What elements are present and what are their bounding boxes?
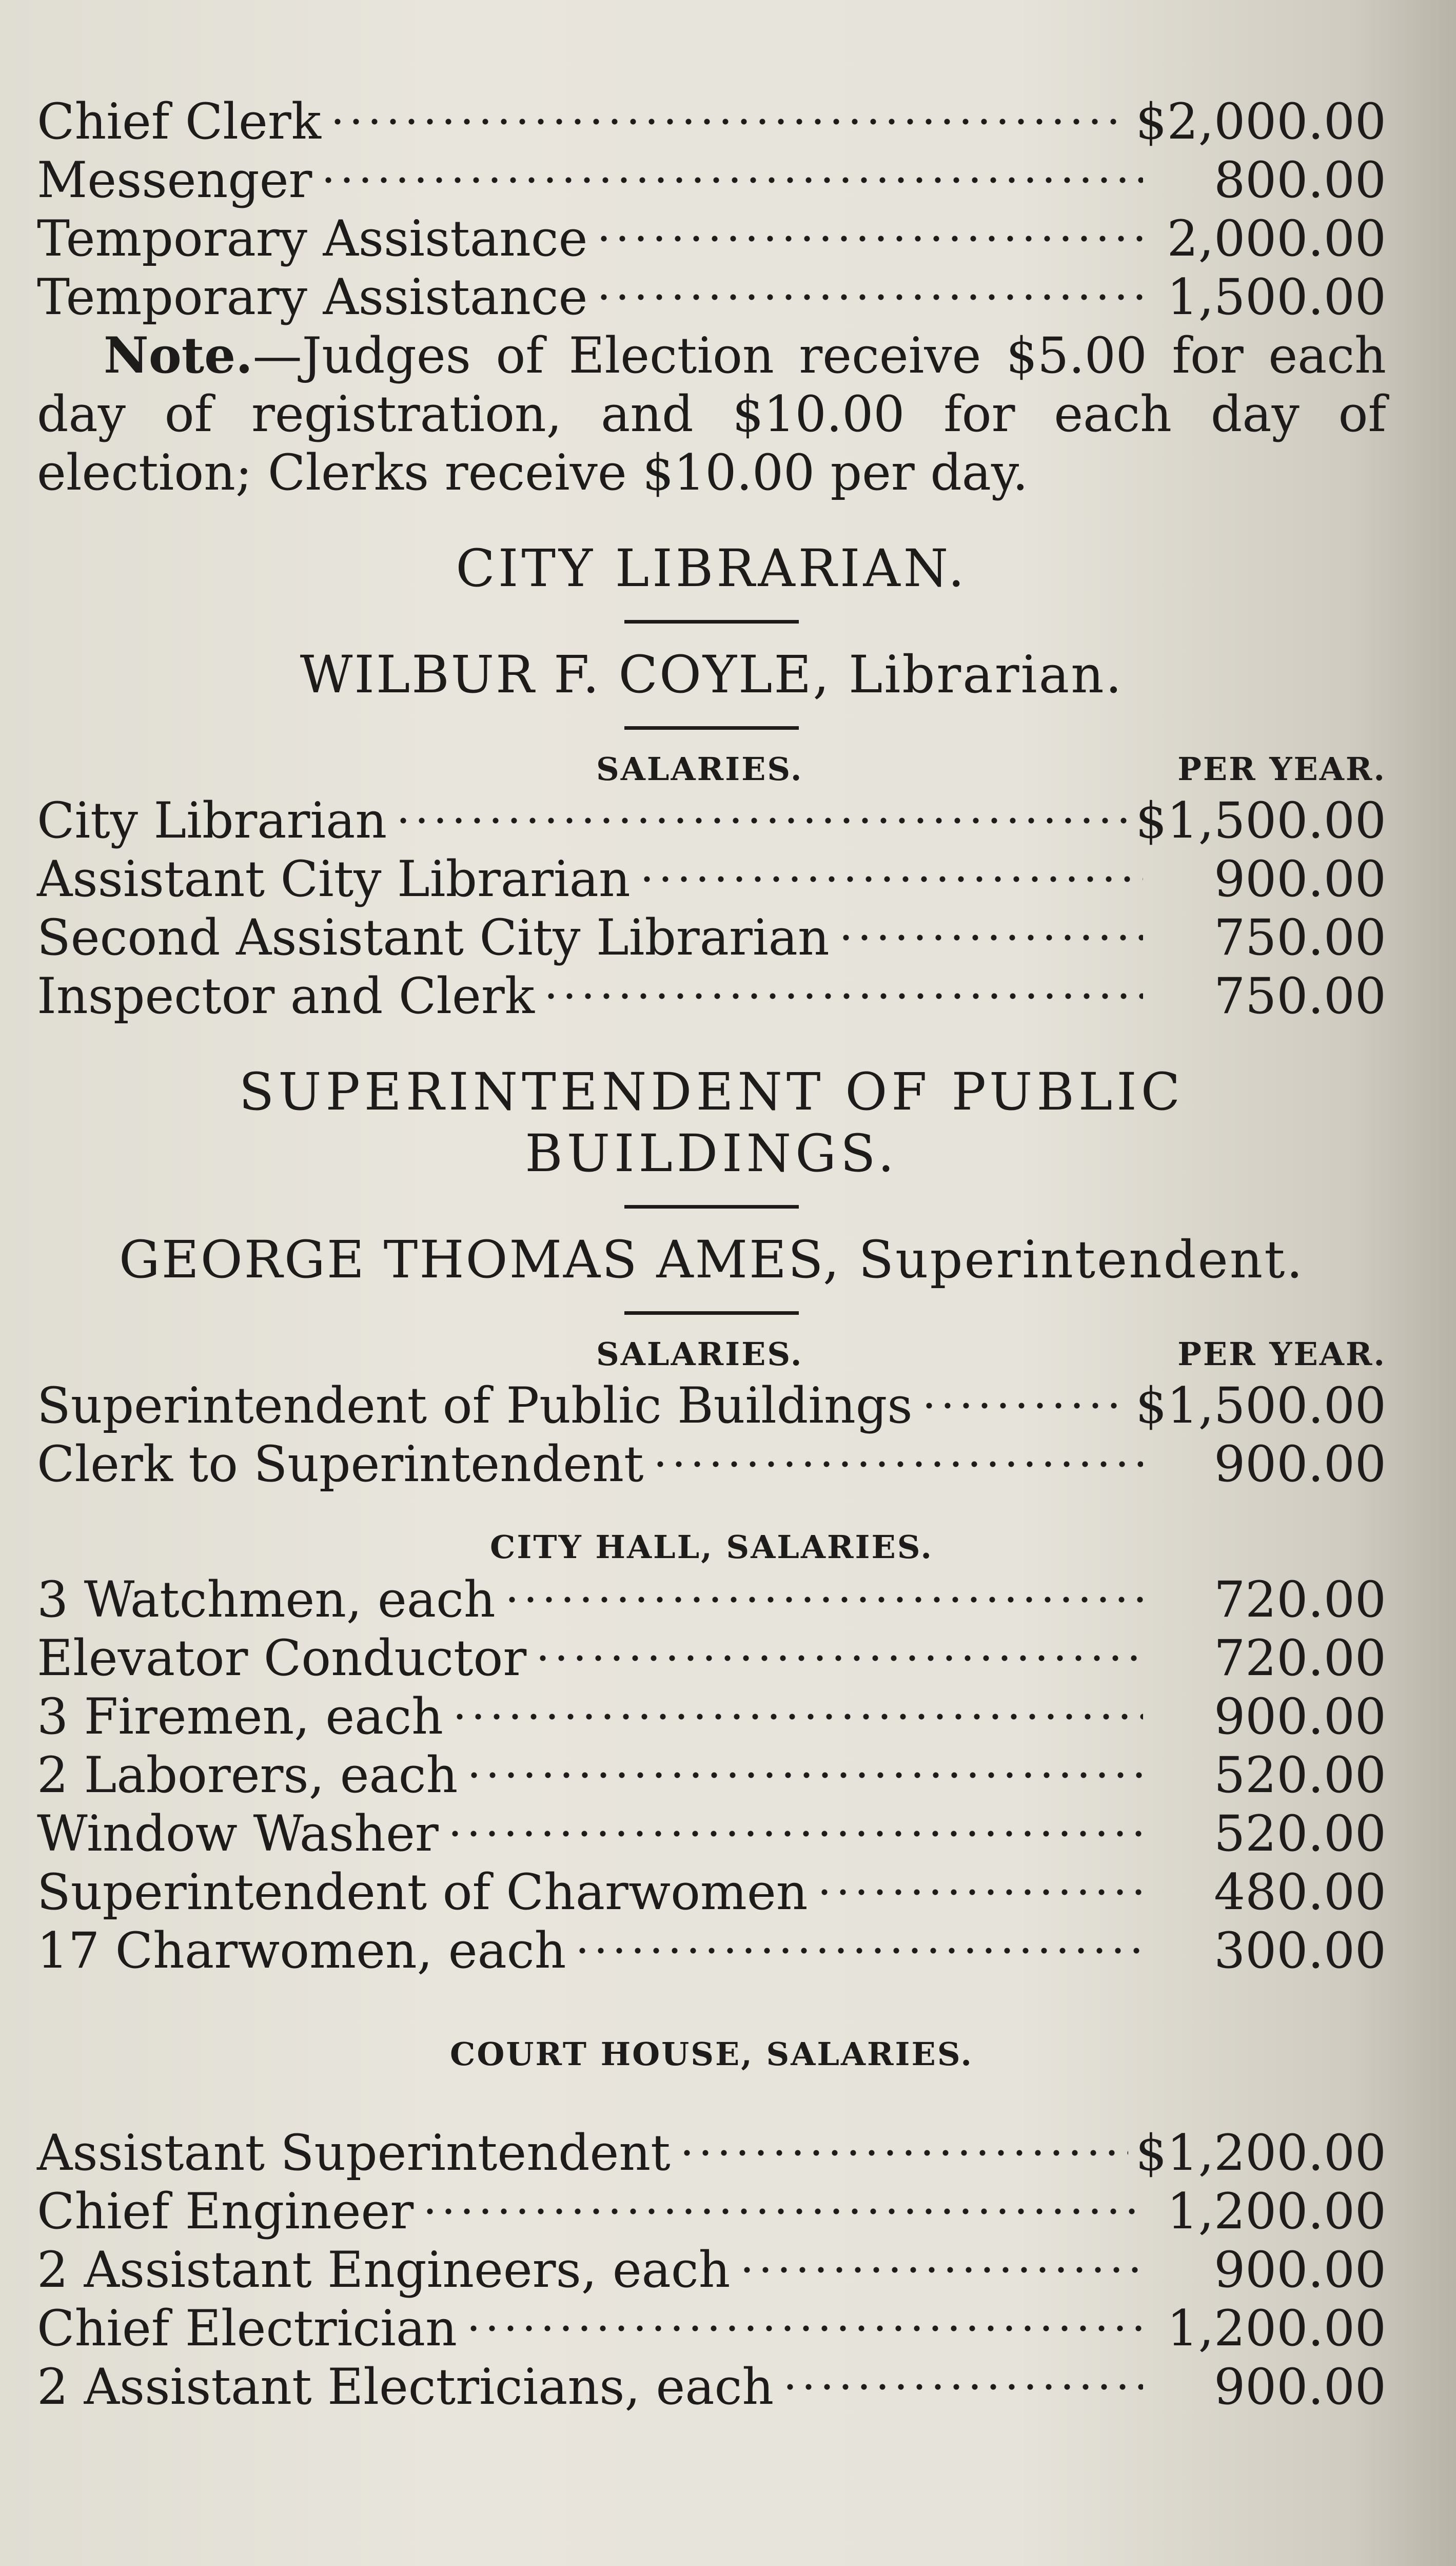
divider-rule [624, 620, 799, 624]
salary-row [37, 2241, 1386, 2299]
salary-row [37, 1921, 1386, 1980]
salary-label: 2 Laborers, each [37, 1746, 458, 1804]
salary-row [37, 1629, 1386, 1687]
salary-amount: 1,500.00 [1167, 268, 1386, 326]
salary-label: 2 Assistant Engineers, each [37, 2241, 731, 2299]
election-note [37, 326, 1386, 502]
salary-label: Superintendent of Charwomen [37, 1863, 808, 1921]
salary-label: 3 Watchmen, each [37, 1571, 496, 1628]
dot-leader [319, 170, 1143, 190]
salaries-label: SALARIES. [596, 1335, 803, 1373]
salary-amount: $1,500.00 [1135, 792, 1386, 849]
court-house-salaries-header: COURT HOUSE, SALARIES. [450, 2035, 973, 2073]
salary-row [37, 1376, 1386, 1435]
librarian-salary-list [37, 791, 1386, 1025]
salary-row [37, 1804, 1386, 1863]
dot-leader [465, 1765, 1143, 1785]
salary-amount: 720.00 [1214, 1629, 1386, 1687]
dot-leader [837, 927, 1143, 948]
salary-amount: 900.00 [1214, 850, 1386, 908]
salary-row [37, 1570, 1386, 1629]
dot-leader [678, 2143, 1129, 2163]
salary-label: Elevator Conductor [37, 1629, 527, 1687]
dot-leader [920, 1395, 1129, 1416]
salary-row [37, 2358, 1386, 2416]
salary-label: Chief Engineer [37, 2183, 414, 2240]
dot-leader [542, 986, 1143, 1006]
dot-leader [595, 228, 1143, 249]
divider-rule [624, 1205, 799, 1209]
salary-amount: 900.00 [1214, 2241, 1386, 2299]
salary-label: Superintendent of Public Buildings [37, 1377, 913, 1434]
salary-label: 3 Firemen, each [37, 1688, 443, 1745]
salary-amount: $1,200.00 [1135, 2124, 1386, 2182]
page-content [37, 92, 1386, 2416]
dot-leader [638, 869, 1143, 889]
salary-label: Second Assistant City Librarian [37, 909, 830, 966]
salary-row [37, 268, 1386, 326]
dot-leader [651, 1454, 1143, 1474]
city-hall-salary-list [37, 1570, 1386, 1980]
salary-row [37, 791, 1386, 850]
dot-leader [450, 1706, 1143, 1727]
salary-row [37, 1863, 1386, 1921]
salary-amount: 520.00 [1214, 1746, 1386, 1804]
salary-row [37, 209, 1386, 268]
salary-row [37, 92, 1386, 151]
dot-leader [595, 287, 1143, 307]
dot-leader [573, 1940, 1143, 1961]
dot-leader [328, 111, 1129, 132]
salary-amount: 800.00 [1214, 151, 1386, 209]
salary-label: Window Washer [37, 1805, 439, 1862]
salary-label: Clerk to Superintendent [37, 1435, 644, 1493]
salary-label: Temporary Assistance [37, 210, 588, 267]
salary-label: Assistant Superintendent [37, 2124, 671, 2182]
officer-name-superintendent: GEORGE THOMAS AMES, Superintendent. [119, 1230, 1305, 1290]
dot-leader [738, 2260, 1144, 2280]
salary-row [37, 967, 1386, 1025]
salary-amount: 520.00 [1214, 1805, 1386, 1862]
dot-leader [421, 2201, 1143, 2222]
salary-row [37, 2124, 1386, 2182]
salary-label: 17 Charwomen, each [37, 1922, 566, 1979]
section-title-line: SUPERINTENDENT OF PUBLIC [239, 1062, 1185, 1122]
salary-label: Chief Clerk [37, 93, 321, 150]
salary-label: Inspector and Clerk [37, 967, 535, 1025]
salary-row [37, 2299, 1386, 2358]
salary-label: City Librarian [37, 792, 387, 849]
dot-leader [464, 2318, 1143, 2339]
salaries-header [37, 1335, 1386, 1376]
salary-row [37, 1687, 1386, 1746]
salary-row [37, 908, 1386, 967]
salary-amount: $1,500.00 [1135, 1377, 1386, 1434]
salary-row [37, 850, 1386, 908]
salary-amount: 750.00 [1214, 967, 1386, 1025]
salaries-label: SALARIES. [596, 750, 803, 788]
section-title-line: BUILDINGS. [525, 1123, 898, 1183]
divider-rule [624, 726, 799, 730]
salary-label: 2 Assistant Electricians, each [37, 2358, 774, 2416]
dot-leader [446, 1823, 1143, 1844]
divider-rule [624, 1311, 799, 1315]
per-year-label: PER YEAR. [1177, 750, 1386, 788]
salary-row [37, 151, 1386, 209]
salary-label: Messenger [37, 151, 312, 209]
salary-amount: 900.00 [1214, 1688, 1386, 1745]
salary-amount: 300.00 [1214, 1922, 1386, 1979]
dot-leader [815, 1882, 1143, 1902]
per-year-label: PER YEAR. [1177, 1335, 1386, 1373]
salary-row [37, 1746, 1386, 1804]
salary-row [37, 2182, 1386, 2241]
salary-label: Assistant City Librarian [37, 850, 631, 908]
salary-amount: 900.00 [1214, 2358, 1386, 2416]
salary-row [37, 1435, 1386, 1493]
salary-amount: $2,000.00 [1135, 93, 1386, 150]
election-salary-list [37, 92, 1386, 326]
section-title-public-buildings [37, 1061, 1386, 1184]
city-hall-salaries-header: CITY HALL, SALARIES. [490, 1528, 933, 1566]
dot-leader [394, 810, 1128, 831]
note-label: Note. [104, 326, 253, 384]
salary-amount: 720.00 [1214, 1571, 1386, 1628]
buildings-salary-list [37, 1376, 1386, 1493]
section-title-city-librarian: CITY LIBRARIAN. [456, 538, 968, 598]
salary-amount: 900.00 [1214, 1435, 1386, 1493]
salary-amount: 2,000.00 [1167, 210, 1386, 267]
salary-amount: 1,200.00 [1167, 2183, 1386, 2240]
court-house-salary-list [37, 2124, 1386, 2416]
salary-label: Temporary Assistance [37, 268, 588, 326]
salary-amount: 750.00 [1214, 909, 1386, 966]
dot-leader [503, 1589, 1143, 1610]
officer-name-librarian: WILBUR F. COYLE, Librarian. [300, 645, 1124, 705]
salary-amount: 480.00 [1214, 1863, 1386, 1921]
salary-amount: 1,200.00 [1167, 2300, 1386, 2357]
dot-leader [534, 1648, 1143, 1668]
salary-label: Chief Electrician [37, 2300, 457, 2357]
dot-leader [781, 2377, 1143, 2397]
salaries-header [37, 750, 1386, 791]
note-text: —Judges of Election receive $5.00 for each day of registration, and $10.00 for each day of election; Clerks receive $10.00 per day. [37, 327, 1386, 501]
